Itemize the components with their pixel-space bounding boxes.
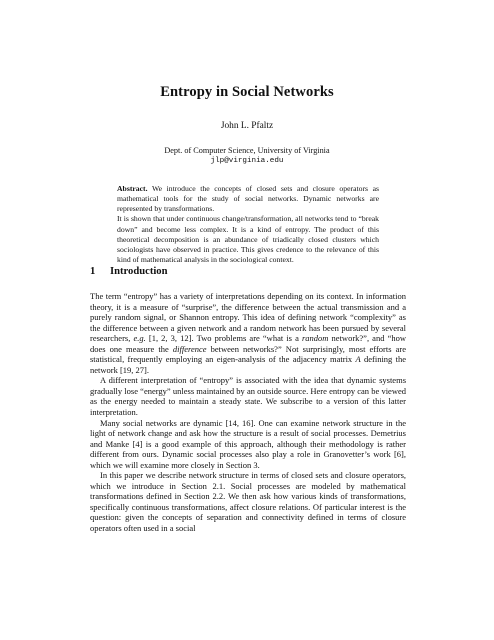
section-title: Introduction: [110, 266, 168, 277]
body-paragraph-2: A different interpretation of “entropy” is associated with the idea that dynamic systems gradually lose “energy” unless maintained by an outside source. Here entropy can be viewed as the energy needed to maintain a steady state. We subscribe to a version of this latter interpretation.: [90, 375, 406, 418]
paper-title: Entropy in Social Networks: [160, 84, 334, 100]
body-paragraph-3: Many social networks are dynamic [14, 16]. One can examine network structure in the light of network change and ask how the structure is a result of social processes. Demetrius and Manke [4] is a good example of this approach, although their methodology is rather different from ours. Dynamic social processes also play a role in Granovetter’s work [6], which we will examine more closely in Section 3.: [90, 417, 406, 470]
section-number: 1: [90, 266, 96, 277]
p1-text-e: defining the network [19, 27].: [90, 354, 406, 375]
author-affiliation: [0, 145, 494, 167]
p1-text-b: [1, 2, 3, 12]. Two problems are “what is a: [145, 333, 302, 344]
body-text: [90, 291, 406, 534]
p1-difference: difference: [172, 343, 207, 354]
abstract: [117, 184, 379, 265]
affiliation-text: Dept. of Computer Science, University of Virginia: [164, 146, 330, 155]
author-email[interactable]: jlp@virginia.edu: [210, 157, 284, 165]
abstract-label: Abstract.: [117, 184, 148, 193]
body-paragraph-4: In this paper we describe network structure in terms of closed sets and closure operators, which we introduce in Section 2.1. Social processes are modeled by mathematical transformations defined in Section 2.2. We then ask how various kinds of transformations, specifically continuous transformations, affect closure relations. Of particular interest is the question: given the concepts of separation and connectivity defined in terms of closure operators often used in a social: [90, 470, 406, 534]
abstract-paragraph-2: It is shown that under continuous change/transformation, all networks tend to “break down” and become less complex. It is a kind of entropy. The product of this theoretical decomposition is an abundance of triadically closed clusters which sociologists have observed in practice. This gives credence to the relevance of this kind of mathematical analysis in the sociological context.: [117, 214, 379, 265]
abstract-paragraph-1: [117, 184, 379, 214]
p1-eg: e.g.: [133, 333, 146, 344]
body-paragraph-1: [90, 291, 406, 375]
abstract-text-1: We introduce the concepts of closed sets and closure operators as mathematical tools for the study of social networks. Dynamic networks are represented by transformations.: [117, 184, 379, 214]
author-name: John L. Pfaltz: [220, 121, 274, 131]
p1-text-a: The term “entropy” has a variety of interpretations depending on its context. In information theory, it is a measure of “surprise”, the difference between the actual transmission and a purely random signal, or Shannon entropy. This idea of defining network “complexity” as the difference between a given network and a random network has been pursued by several researchers,: [90, 291, 406, 344]
section-heading: [90, 266, 168, 277]
p1-text-d: between networks?” Not surprisingly, most efforts are statistical, frequently employing an eigen-analysis of the adjacency matrix: [90, 343, 406, 365]
p1-text-c: network?”, and “how does one measure the: [90, 333, 406, 354]
p1-matrix-symbol: A: [355, 354, 361, 365]
p1-random: random: [301, 333, 329, 344]
